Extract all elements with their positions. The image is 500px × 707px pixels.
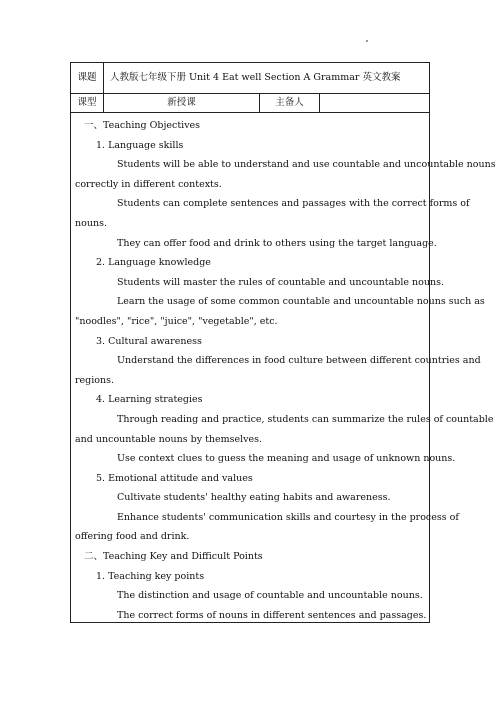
paragraph-line: Enhance students' communication skills and courtesy in the process of <box>117 511 459 523</box>
corner-dot-mark <box>366 40 368 42</box>
lesson-type-row <box>71 94 429 113</box>
paragraph-line: Use context clues to guess the meaning and usage of unknown nouns. <box>117 453 456 465</box>
paragraph-continuation: "noodles", "rice", "juice", "vegetable", etc. <box>75 315 278 327</box>
subsection-heading: 4. Learning strategies <box>96 394 203 406</box>
subsection-heading: 3. Cultural awareness <box>96 335 202 347</box>
paragraph-line: They can offer food and drink to others using the target language. <box>117 237 437 249</box>
paragraph-line: Cultivate students' healthy eating habits and awareness. <box>117 492 391 504</box>
paragraph-line: Students will be able to understand and use countable and uncountable nouns <box>117 159 496 171</box>
paragraph-continuation: nouns. <box>75 217 107 229</box>
paragraph-line: Through reading and practice, students can summarize the rules of countable <box>117 413 494 425</box>
title-row <box>71 63 429 94</box>
subsection-heading: 1. Teaching key points <box>96 570 205 582</box>
subsection-heading: 2. Language knowledge <box>96 257 211 269</box>
title-label: 课题 <box>71 63 104 93</box>
lesson-type-label: 课型 <box>71 94 104 112</box>
subsection-heading: 5. Emotional attitude and values <box>96 472 253 484</box>
paragraph-line: Learn the usage of some common countable and uncountable nouns such as <box>117 296 485 308</box>
preparer-label: 主备人 <box>260 94 320 112</box>
paragraph-line: The correct forms of nouns in different sentences and passages. <box>117 609 427 621</box>
paragraph-continuation: regions. <box>75 374 115 386</box>
paragraph-continuation: and uncountable nouns by themselves. <box>75 433 263 445</box>
paragraph-continuation: correctly in different contexts. <box>75 178 222 190</box>
section-heading: 二、Teaching Key and Difficult Points <box>84 551 263 563</box>
title-value: 人教版七年级下册 Unit 4 Eat well Section A Grammar 英文教案 <box>110 72 401 84</box>
paragraph-continuation: offering food and drink. <box>75 531 190 543</box>
lesson-type-value: 新授课 <box>104 94 260 112</box>
lesson-plan-table <box>70 62 496 623</box>
paragraph-line: The distinction and usage of countable and uncountable nouns. <box>117 590 423 602</box>
paragraph-line: Students can complete sentences and passages with the correct forms of <box>117 198 470 210</box>
paragraph-line: Understand the differences in food culture between different countries and <box>117 355 481 367</box>
subsection-heading: 1. Language skills <box>96 139 184 151</box>
section-heading: 一、Teaching Objectives <box>84 120 201 131</box>
preparer-value <box>320 94 429 112</box>
lesson-content <box>71 113 496 622</box>
paragraph-line: Students will master the rules of countable and uncountable nouns. <box>117 276 444 288</box>
